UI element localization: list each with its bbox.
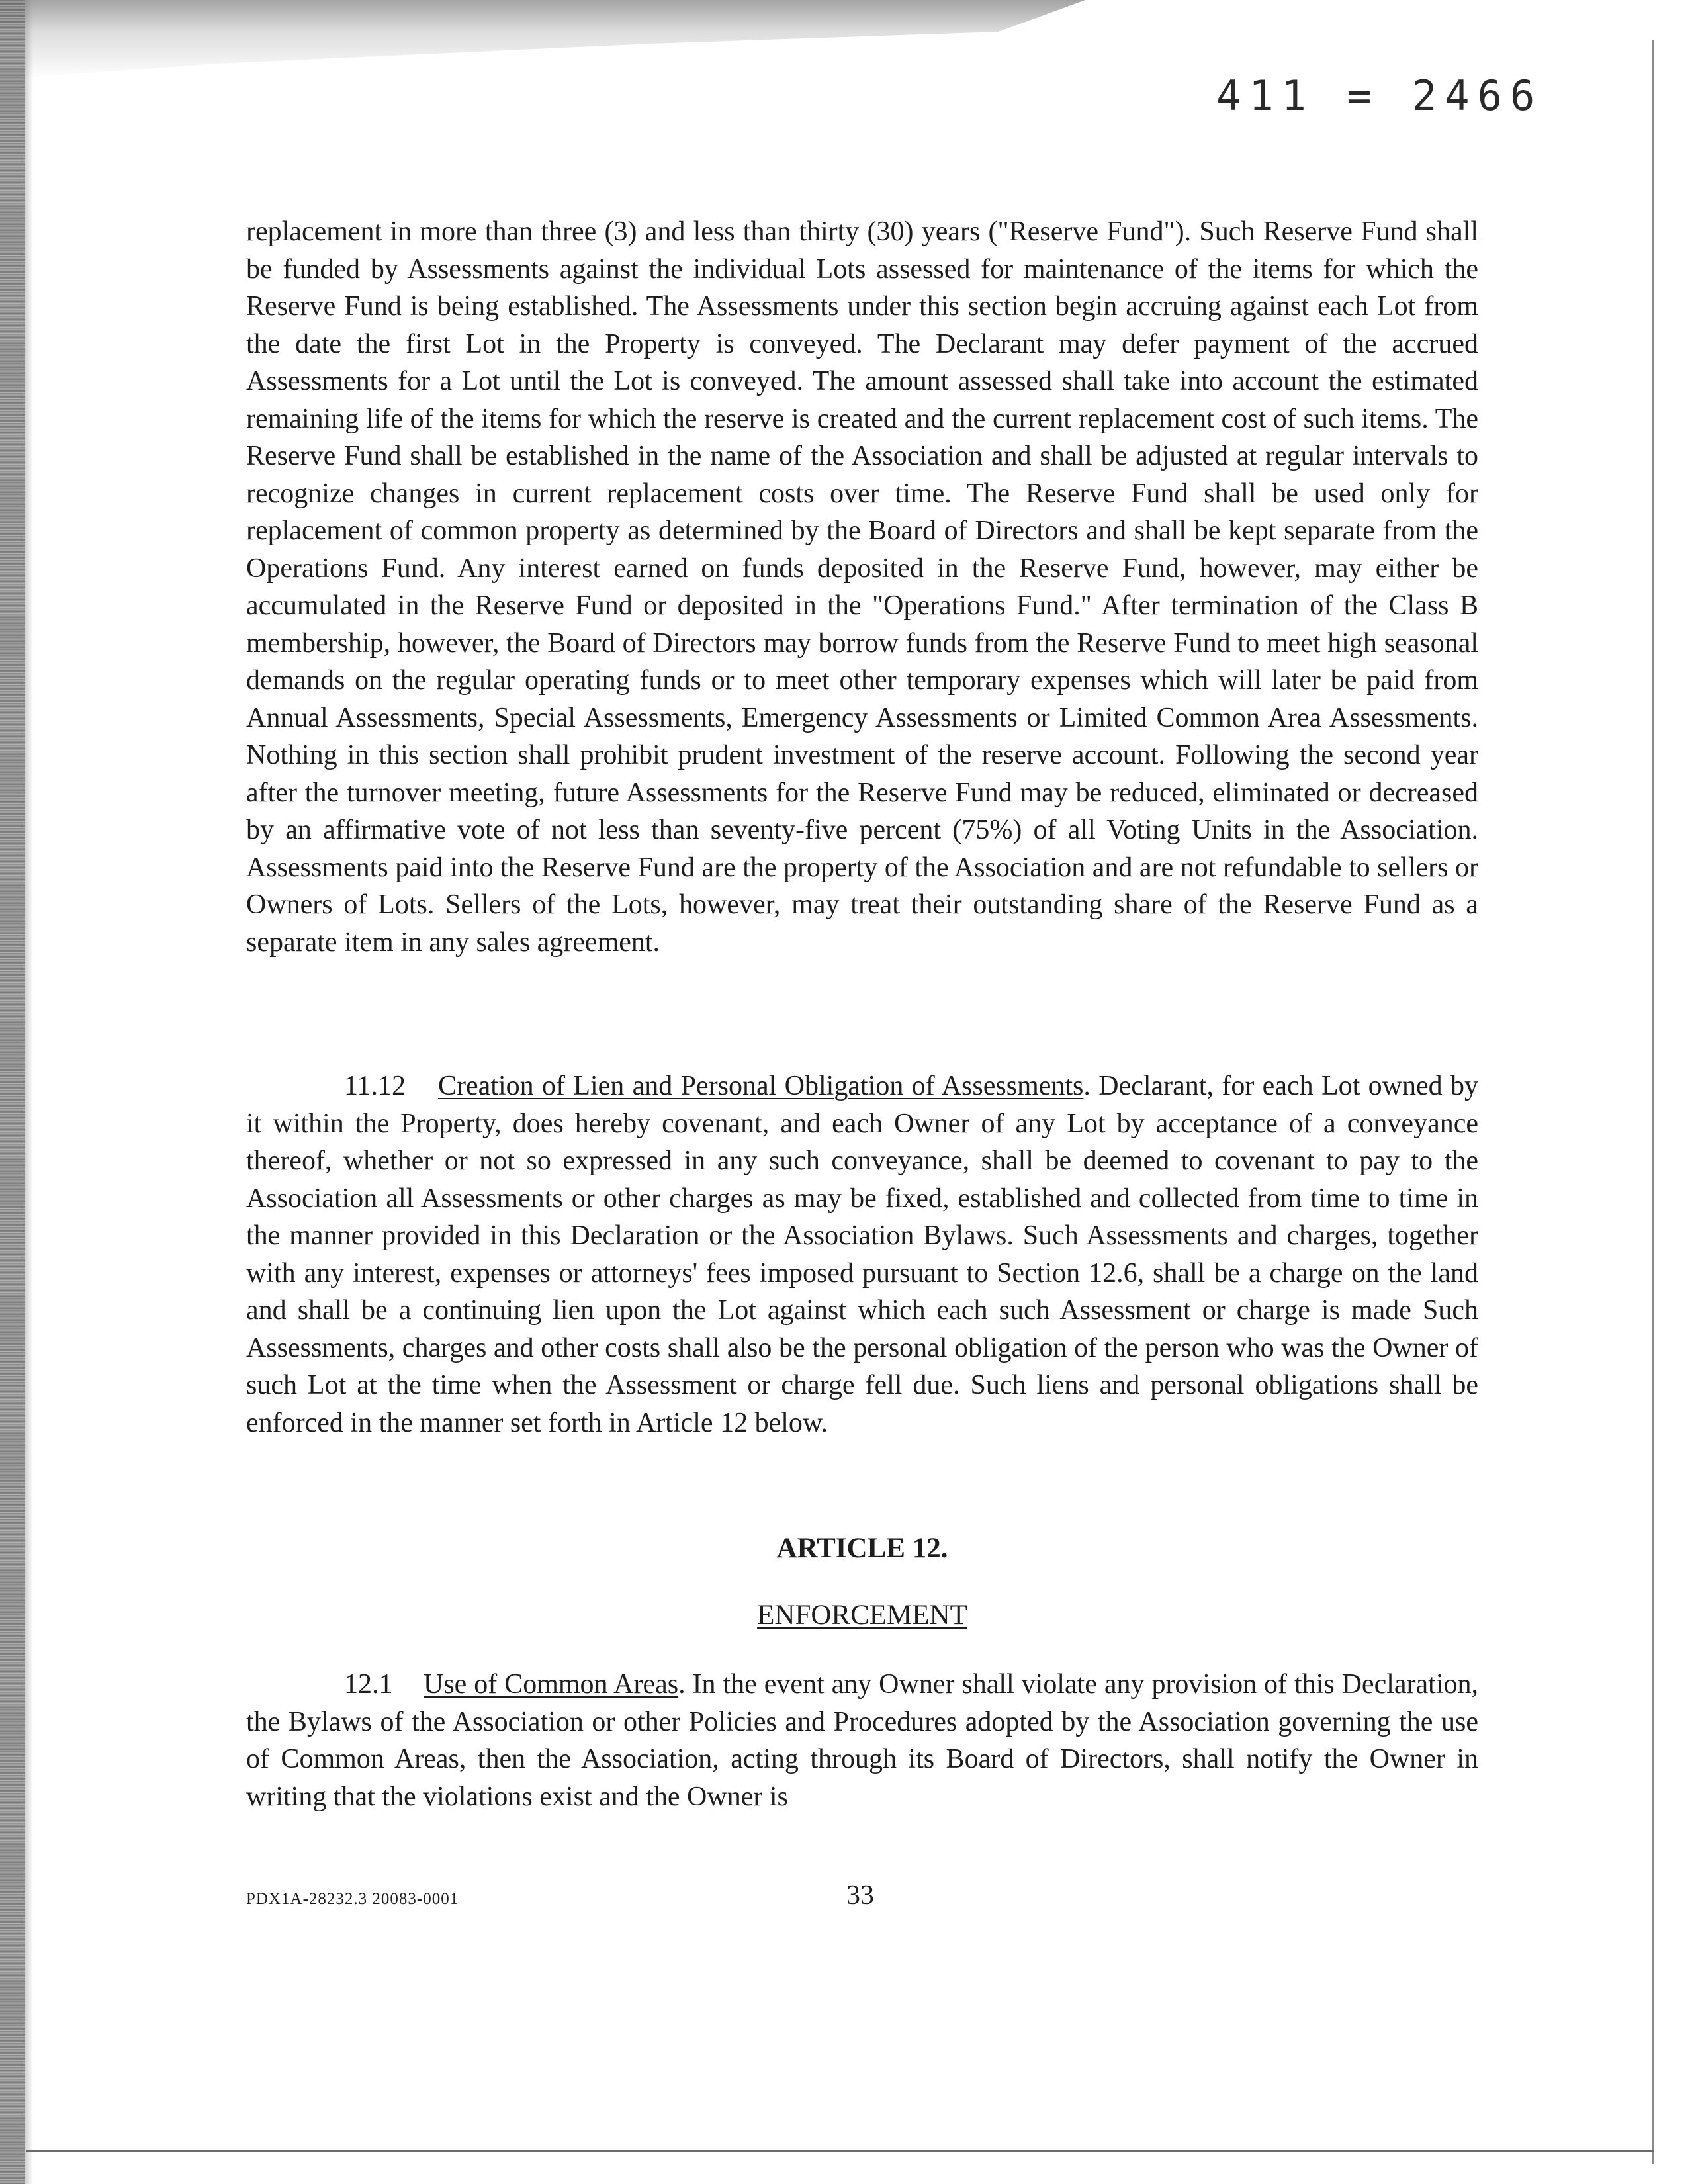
scan-edge-left-shadow (25, 0, 33, 2184)
page-edge-bottom (26, 2150, 1654, 2152)
section-number: 12.1 (344, 1669, 393, 1700)
section-11-12 (246, 1068, 1478, 1441)
section-text: . In the event any Owner shall violate any provision of this Declaration, the Bylaws of the Association or other Policies and Procedures adopted by the Association governing the use of Common Areas, then the Association, acting through its Board of Directors, shall notify the Owner in writing that the violations exist and the Owner is (246, 1669, 1478, 1812)
section-title: Use of Common Areas (424, 1669, 679, 1700)
article-title: ENFORCEMENT (757, 1600, 967, 1631)
scan-edge-left (0, 0, 25, 2184)
page-number: 33 (846, 1880, 874, 1911)
footer-document-id: PDX1A-28232.3 20083-0001 (246, 1890, 459, 1908)
scan-shadow-top (0, 0, 1085, 79)
page-edge-right (1652, 40, 1654, 2164)
section-number: 11.12 (344, 1071, 406, 1101)
section-title: Creation of Lien and Personal Obligation of Assessments (438, 1071, 1084, 1101)
article-heading: ARTICLE 12. (776, 1533, 948, 1564)
section-text: . Declarant, for each Lot owned by it within the Property, does hereby covenant, and each Owner of any Lot by acceptance of a conveyance thereof, whether or not so expressed in any such conveyance, shall be deemed to covenant to pay to the Association all Assessments or other charges as may be fixed, established and collected from time to time in the manner provided in this Declaration or the Association Bylaws. Such Assessments and charges, together with any interest, expenses or attorneys' fees imposed pursuant to Section 12.6, shall be a charge on the land and shall be a continuing lien upon the Lot against which each such Assessment or charge is made Such Assessments, charges and other costs shall also be the personal obligation of the person who was the Owner of such Lot at the time when the Assessment or charge fell due. Such liens and personal obligations shall be enforced in the manner set forth in Article 12 below. (246, 1071, 1478, 1438)
paragraph-reserve-fund: replacement in more than three (3) and less than thirty (30) years ("Reserve Fund"). Such Reserve Fund shall be funded by Assessments against the individual Lots assessed for maintenance of the items for which the Reserve Fund is being established. The Assessments under this section begin accruing against each Lot from the date the first Lot in the Property is conveyed. The Declarant may defer payment of the accrued Assessments for a Lot until the Lot is conveyed. The amount assessed shall take into account the estimated remaining life of the items for which the reserve is created and the current replacement cost of such items. The Reserve Fund shall be established in the name of the Association and shall be adjusted at regular intervals to recognize changes in current replacement costs over time. The Reserve Fund shall be used only for replacement of common property as determined by the Board of Directors and shall be kept separate from the Operations Fund. Any interest earned on funds deposited in the Reserve Fund, however, may either be accumulated in the Reserve Fund or deposited in the "Operations Fund." After termination of the Class B membership, however, the Board of Directors may borrow funds from the Reserve Fund to meet high seasonal demands on the regular operating funds or to meet other temporary expenses which will later be paid from Annual Assessments, Special Assessments, Emergency Assessments or Limited Common Area Assessments. Nothing in this section shall prohibit prudent investment of the reserve account. Following the second year after the turnover meeting, future Assessments for the Reserve Fund may be reduced, eliminated or decreased by an affirmative vote of not less than seventy-five percent (75%) of all Voting Units in the Association. Assessments paid into the Reserve Fund are the property of the Association and are not refundable to sellers or Owners of Lots. Sellers of the Lots, however, may treat their outstanding share of the Reserve Fund as a separate item in any sales agreement. (246, 216, 1478, 958)
book-page-stamp: 411 = 2466 (1216, 71, 1543, 120)
section-12-1 (246, 1666, 1478, 1815)
